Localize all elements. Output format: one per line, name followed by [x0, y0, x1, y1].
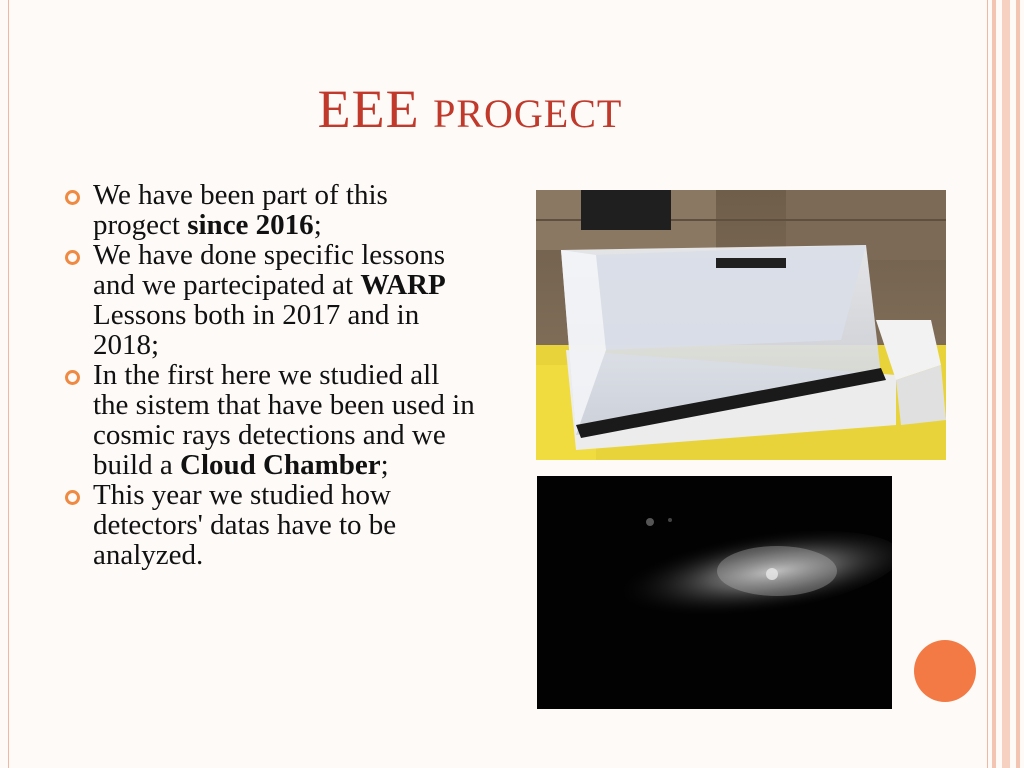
bullet-circle-icon [65, 190, 80, 205]
bullet-list [60, 180, 480, 570]
decorative-circle [914, 640, 976, 702]
bullet-bold: WARP [360, 269, 446, 301]
frame-stripe-right [992, 0, 996, 768]
bullet-text: ; [313, 209, 322, 241]
particle-tracks-image [537, 476, 892, 709]
frame-stripe-right [1016, 0, 1020, 768]
bullet-item [60, 480, 480, 570]
bullet-item [60, 360, 480, 480]
cloud-chamber-box-photo [536, 190, 946, 460]
bullet-item [60, 240, 480, 360]
bullet-text: We have been part of this progect [93, 179, 388, 241]
bullet-circle-icon [65, 250, 80, 265]
bullet-text: We have done specific lessons and we partecipated at [93, 239, 445, 301]
title-secondary: PROGECT [433, 91, 623, 136]
particle-tracks-photo [537, 476, 892, 709]
title-main: EEE [317, 79, 420, 139]
bullet-circle-icon [65, 370, 80, 385]
bullet-text: This year we studied how detectors' datas have to be analyzed. [93, 479, 397, 571]
bullet-text: In the first here we studied all the sistem that have been used in cosmic rays detections and we build a [93, 359, 475, 481]
frame-stripe-right [1002, 0, 1010, 768]
bullet-item [60, 180, 480, 240]
slide-title [0, 78, 940, 140]
frame-line-right [987, 0, 988, 768]
bullet-bold: since 2016 [187, 209, 314, 241]
bullet-text: ; [380, 449, 389, 481]
bullet-circle-icon [65, 490, 80, 505]
bullet-text: Lessons both in 2017 and in 2018; [93, 299, 420, 361]
bullet-bold: Cloud Chamber [180, 449, 381, 481]
cloud-chamber-box-image [536, 190, 946, 460]
